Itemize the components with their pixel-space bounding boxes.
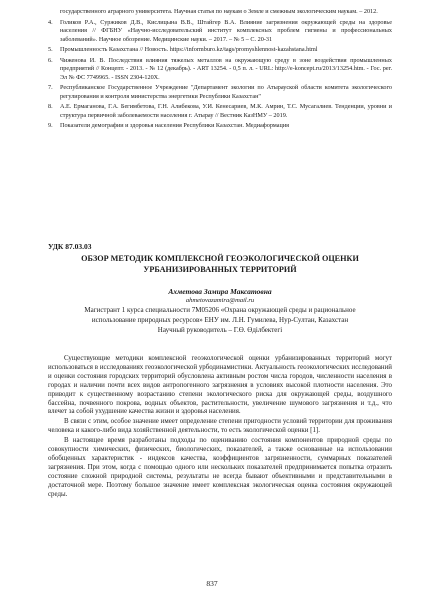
reference-text: государственного аграрного университета. Научная статья по наукам о Земле и смежным экологическим наукам. – 2012.: [60, 8, 378, 15]
supervisor-line: Научный руководитель – Г.Ө. Өділбектегі: [157, 325, 283, 334]
article-title-line: ОБЗОР МЕТОДИК КОМПЛЕКСНОЙ ГЕОЭКОЛОГИЧЕСКОЙ ОЦЕНКИ: [81, 254, 359, 263]
reference-number: 7.: [48, 84, 53, 91]
article-title: [48, 254, 392, 275]
reference-item: [48, 8, 392, 17]
affiliation-line: использование природных ресурсов» ЕНУ им. Л.Н. Гумилева, Нур-Султан, Казахстан: [91, 315, 349, 324]
reference-text: Голиков Р.А., Суржиков Д.В., Кислицына В.В., Штайгер В.А. Влияние загрязнения окружающей среды на здоровье населения // ФГБНУ «Научно-исследовательский институт комплексных проблем гигиены и профессиональных заболеваний». Научное обозрение. Медицинские науки. – 2017. – № 5 – С. 20-31: [60, 18, 392, 43]
reference-number: 6.: [48, 56, 53, 64]
article-body: [48, 355, 392, 501]
reference-text: Промышленность Казахстана // Новость. https://informburo.kz/tags/promyshlennost-kazahstana.html: [60, 46, 318, 53]
reference-item: [48, 46, 392, 55]
reference-item: [48, 122, 392, 131]
reference-text: А.Е. Ермаганова, Г.А. Бегимбетова, Г.Н. Алибекова, У.И. Кенесариев, М.К. Амрин, Т.С. Мусагалиев. Тенденции, уровни и структура первичной заболеваемости населения г. Атырау // Вестник КазНМУ – 2019.: [60, 103, 392, 119]
reference-number: 4.: [48, 18, 53, 26]
author-name: Ахметова Замира Максатовна: [168, 287, 272, 296]
author-affiliation: [48, 306, 392, 335]
reference-item: [48, 84, 392, 101]
author-email: ahmetovazamira@mail.ru: [185, 297, 255, 304]
reference-number: 8.: [48, 103, 53, 110]
article-title-line: УРБАНИЗИРОВАННЫХ ТЕРРИТОРИЙ: [143, 264, 297, 274]
affiliation-line: Магистрант 1 курса специальности 7М05206 «Охрана окружающей среды и рациональное: [84, 306, 356, 314]
reference-item: [48, 19, 392, 45]
body-paragraph: В связи с этим, особое значение имеет определение степени пригодности условий территории для проживания человека и какого-либо вида хозяйственной деятельности, то есть экологической оценки [1].: [48, 418, 392, 435]
reference-text: Показатели демографии и здоровья населения Республики Казахстан. Медиаформация: [60, 122, 289, 129]
reference-text: Чиженова И. В. Последствия влияния тяжелых металлов на окружающую среду в зоне воздействия промышленных предприятий // Концепт. - 2013. - № 12 (декабрь). - ART 13254. - 0,5 п. л. - URL: http://e-koncept.ru/2013/13254.htm. - Гос. рег. Эл № ФС 7749965. - ISSN 2304-120X.: [60, 56, 392, 81]
reference-text: Республиканское Государственное Учреждение "Департамент экологии по Атырауской области комитета экологического регулирования и контроля министерства энергетики Республики Казахстан": [60, 84, 392, 100]
reference-number: 5.: [48, 46, 53, 53]
reference-item: [48, 57, 392, 83]
reference-list: [48, 8, 392, 131]
reference-number: 9.: [48, 122, 53, 129]
body-paragraph: В настоящее время разработаны подходы по оцениванию состояния компонентов природной среды по совокупности химических, физических, биологических, показателей, а также основанные на использовании обобщенных характеристик - индексов качества, коэффициентов загрязненности, суммарных показателей загрязнения. При этом, когда с помощью одного или нескольких показателей предпринимается попытка отразить состояние сложной природной системы, результаты не всегда бывают объективными и представительными в достаточной мере. Поэтому большое значение имеет комплексная экологическая оценка состояния окружающей среды.: [48, 437, 392, 498]
body-paragraph: Существующие методики комплексной геоэкологической оценки урбанизированных территорий могут использоваться в исследованиях геоэкологической урбодинамистики. Актуальность геоэкологических исследований и оценки состояния городских территорий обусловлена активным ростом числа городов, численности населения в городах и наличии почти всех видов антропогенного загрязнения в условиях высокой плотности населения. Это приводит к существенному возрастанию степени экологического риска для окружающей среды, воздушного бассейна, почвенного покрова, водных объектов, растительности, увеличение шумового загрязнения и т.д., что влечет за собой ухудшение качества жизни и здоровья населения.: [48, 355, 392, 416]
reference-item: [48, 103, 392, 120]
udk-code: УДК 87.03.03: [48, 242, 92, 251]
page-number: 837: [206, 579, 218, 588]
